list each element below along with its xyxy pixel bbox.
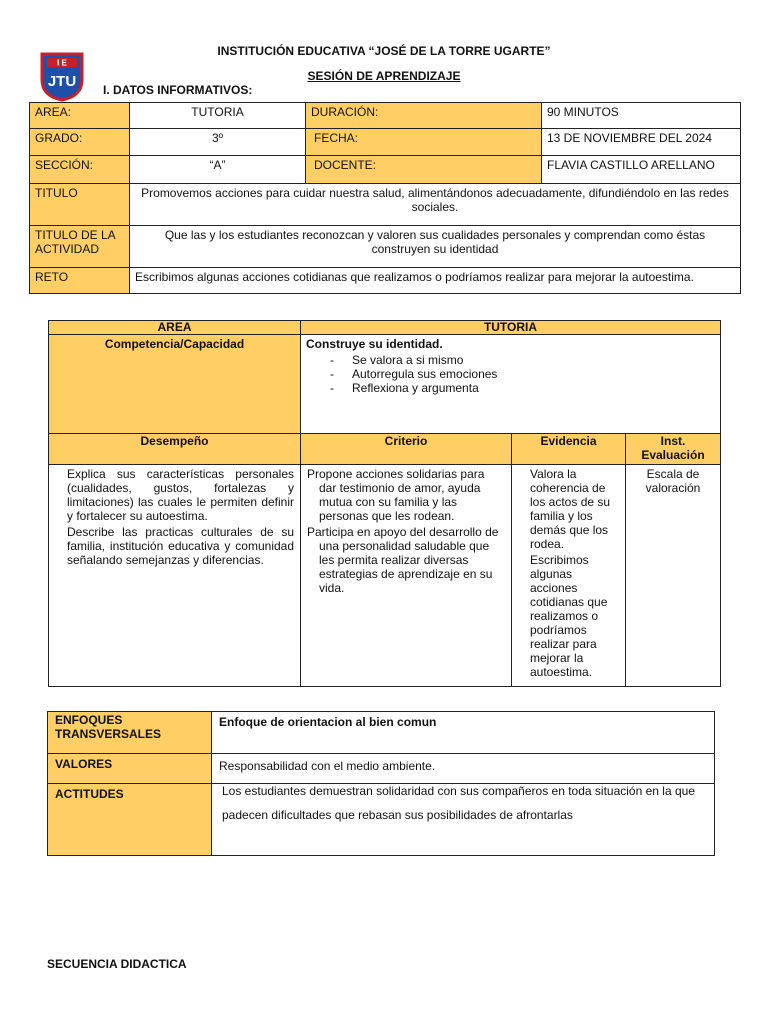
actitudes-cell (212, 784, 715, 856)
actividad-value: Que las y los estudiantes reconozcan y valoren sus cualidades personales y comprendan como éstas construyen su identidad (130, 226, 741, 268)
capacidad-item: - Se valora a si mismo (330, 353, 715, 367)
criterio-header: Criterio (301, 434, 512, 465)
criterio-2: Participa en apoyo del desarrollo de una personalidad saludable que les permita realizar diversas estrategias de aprendizaje en su vida. (307, 525, 499, 595)
actitudes-line-2: padecen dificultades que rebasan sus posibilidades de afrontarlas (222, 808, 573, 822)
inst-header: Inst. Evaluación (626, 434, 721, 465)
valores-label: VALORES (48, 754, 212, 784)
duracion-label: DURACIÓN: (306, 103, 542, 129)
reto-label: RETO (30, 268, 130, 294)
desempeno-2: Describe las practicas culturales de su familia, institución educativa y comunidad señalando semejanzas y diferencias. (67, 525, 294, 567)
actividad-label: TITULO DE LA ACTIVIDAD (30, 226, 130, 268)
capacidad-item: - Autorregula sus emociones (330, 367, 715, 381)
fecha-value: 13 DE NOVIEMBRE DEL 2024 (542, 129, 741, 156)
seccion-value: “A” (130, 156, 306, 184)
capacidad-item: - Reflexiona y argumenta (330, 381, 715, 395)
actitudes-line-1: Los estudiantes demuestran solidaridad con sus compañeros en toda situación en la que (222, 784, 695, 798)
datos-table (29, 102, 741, 294)
actitudes-label: ACTITUDES (48, 784, 212, 856)
seccion-label: SECCIÓN: (30, 156, 130, 184)
section-heading: I. DATOS INFORMATIVOS: (103, 83, 253, 97)
grado-label: GRADO: (30, 129, 130, 156)
criterio-cell (301, 465, 512, 687)
area-header-value: TUTORIA (301, 321, 721, 335)
competencia-label: Competencia/Capacidad (49, 335, 301, 434)
valores-value: Responsabilidad con el medio ambiente. (212, 754, 715, 784)
area-label: AREA: (30, 103, 130, 129)
area-value: TUTORIA (130, 103, 306, 129)
enfoques-table (47, 711, 715, 856)
evidencia-2: Escribimos algunas acciones cotidianas que realizamos o podríamos realizar para mejorar la autoestima. (530, 553, 608, 679)
enfoques-value: Enfoque de orientacion al bien comun (212, 712, 715, 754)
evidencia-1: Valora la coherencia de los actos de su familia y los demás que los rodea. (530, 467, 611, 551)
secuencia-heading: SECUENCIA DIDACTICA (47, 957, 187, 971)
desempeno-1: Explica sus características personales (cualidades, gustos, fortalezas y limitaciones) las cuales le permiten definir y fortalecer su autoestima. (67, 467, 294, 523)
docente-label: DOCENTE: (306, 156, 542, 184)
competencia-title: Construye su identidad. (306, 337, 443, 351)
inst-value: Escala de valoración (626, 465, 721, 687)
logo-top-text: I E (57, 58, 67, 68)
institution-title: INSTITUCIÓN EDUCATIVA “JOSÉ DE LA TORRE UGARTE” (217, 44, 551, 58)
competencia-cell (301, 335, 721, 434)
competencia-table (48, 320, 721, 687)
session-title: SESIÓN DE APRENDIZAJE (307, 69, 461, 83)
logo-main-text: JTU (47, 73, 77, 90)
duracion-value: 90 MINUTOS (542, 103, 741, 129)
area-header: AREA (49, 321, 301, 335)
desempeno-cell (49, 465, 301, 687)
titulo-label: TITULO (30, 184, 130, 226)
capacidades-list (306, 353, 715, 395)
fecha-label: FECHA: (306, 129, 542, 156)
evidencia-header: Evidencia (512, 434, 626, 465)
desempeno-header: Desempeño (49, 434, 301, 465)
grado-value: 3º (130, 129, 306, 156)
docente-value: FLAVIA CASTILLO ARELLANO (542, 156, 741, 184)
reto-value: Escribimos algunas acciones cotidianas que realizamos o podríamos realizar para mejorar la autoestima. (130, 268, 741, 294)
titulo-value: Promovemos acciones para cuidar nuestra salud, alimentándonos adecuadamente, difundiéndolo en las redes sociales. (130, 184, 741, 226)
evidencia-cell (512, 465, 626, 687)
criterio-1: Propone acciones solidarias para dar testimonio de amor, ayuda mutua con su familia y las personas que les rodean. (307, 467, 485, 523)
enfoques-label: ENFOQUES TRANSVERSALES (48, 712, 212, 754)
